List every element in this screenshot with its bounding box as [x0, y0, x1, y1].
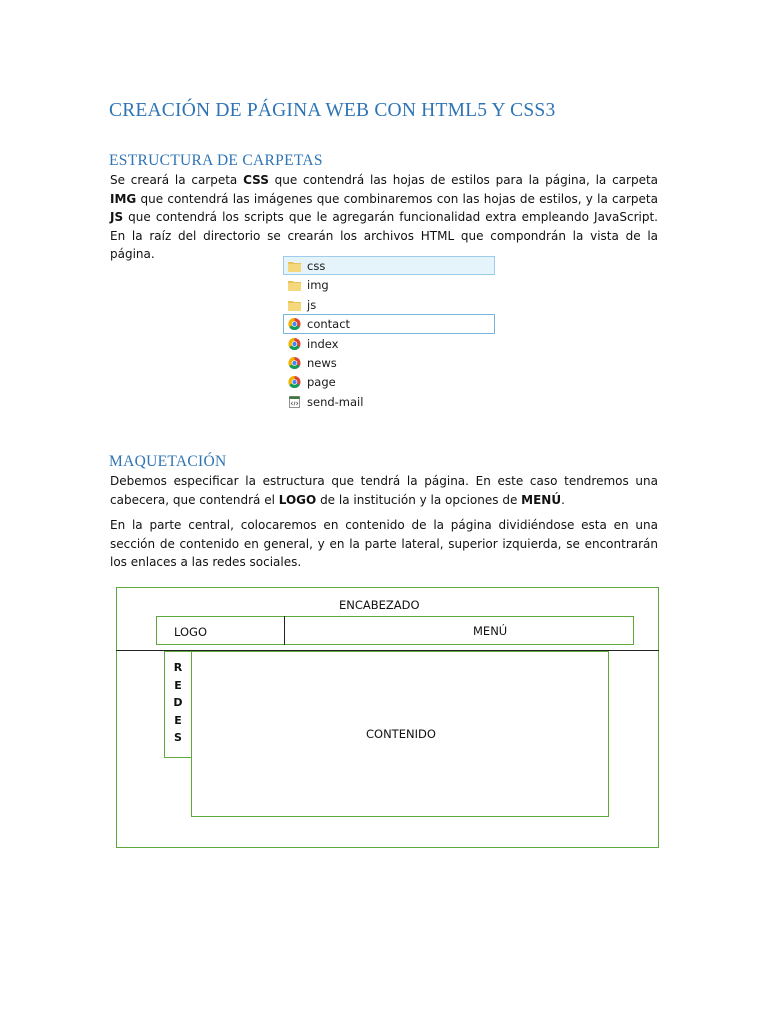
- file-item-css[interactable]: [283, 256, 495, 275]
- social-label: R E D E S: [173, 661, 183, 744]
- folder-icon: [288, 260, 301, 272]
- file-label: index: [307, 336, 339, 351]
- file-item-page[interactable]: [283, 372, 495, 391]
- section-heading-layout: MAQUETACIÓN: [109, 453, 227, 470]
- file-label: img: [307, 278, 329, 293]
- chrome-icon: [288, 357, 301, 369]
- content-label: CONTENIDO: [366, 727, 436, 741]
- menu-label: MENÚ: [473, 624, 508, 638]
- file-explorer-list[interactable]: [283, 256, 495, 411]
- header-label: ENCABEZADO: [339, 598, 420, 612]
- section-heading-folders: ESTRUCTURA DE CARPETAS: [109, 152, 323, 169]
- file-item-index[interactable]: [283, 334, 495, 353]
- file-item-js[interactable]: [283, 295, 495, 314]
- chrome-icon: [288, 376, 301, 388]
- file-item-send-mail[interactable]: [283, 392, 495, 411]
- file-item-img[interactable]: [283, 275, 495, 294]
- layout-paragraph-2: En la parte central, colocaremos en contenido de la página dividiéndose esta en una sección de contenido en general, y en la parte lateral, superior izquierda, se encontrarán los enlaces a las redes sociales.: [110, 518, 658, 569]
- file-label: page: [307, 375, 336, 390]
- chrome-icon: [288, 318, 301, 330]
- logo-label: LOGO: [174, 625, 208, 639]
- folders-paragraph: Se creará la carpeta CSS que contendrá las hojas de estilos para la página, la carpeta IMG que contendrá las imágenes que combinaremos con las hojas de estilos, y la carpeta JS que contendrá los scripts que le agregarán funcionalidad extra empleando JavaScript. En la raíz del directorio se crearán los archivos HTML que compondrán la vista de la página.: [110, 173, 659, 261]
- file-label: css: [307, 259, 326, 273]
- folder-icon: [288, 279, 301, 291]
- file-item-news[interactable]: [283, 353, 495, 372]
- file-label: send-mail: [307, 394, 364, 409]
- chrome-icon: [288, 338, 301, 350]
- file-label: news: [307, 355, 337, 370]
- layout-paragraph-1: Debemos especificar la estructura que tendrá la página. En este caso tendremos una cabecera, que contendrá el LOGO de la institución y la opciones de MENÚ.: [110, 474, 658, 507]
- folder-icon: [288, 299, 301, 311]
- logo-menu-divider: [284, 616, 285, 645]
- file-label: js: [307, 297, 317, 312]
- page-title: CREACIÓN DE PÁGINA WEB CON HTML5 Y CSS3: [109, 100, 556, 121]
- file-label: contact: [307, 317, 351, 332]
- file-item-contact[interactable]: [283, 314, 495, 333]
- header-bar-box: [156, 616, 634, 645]
- script-file-icon: [288, 396, 301, 408]
